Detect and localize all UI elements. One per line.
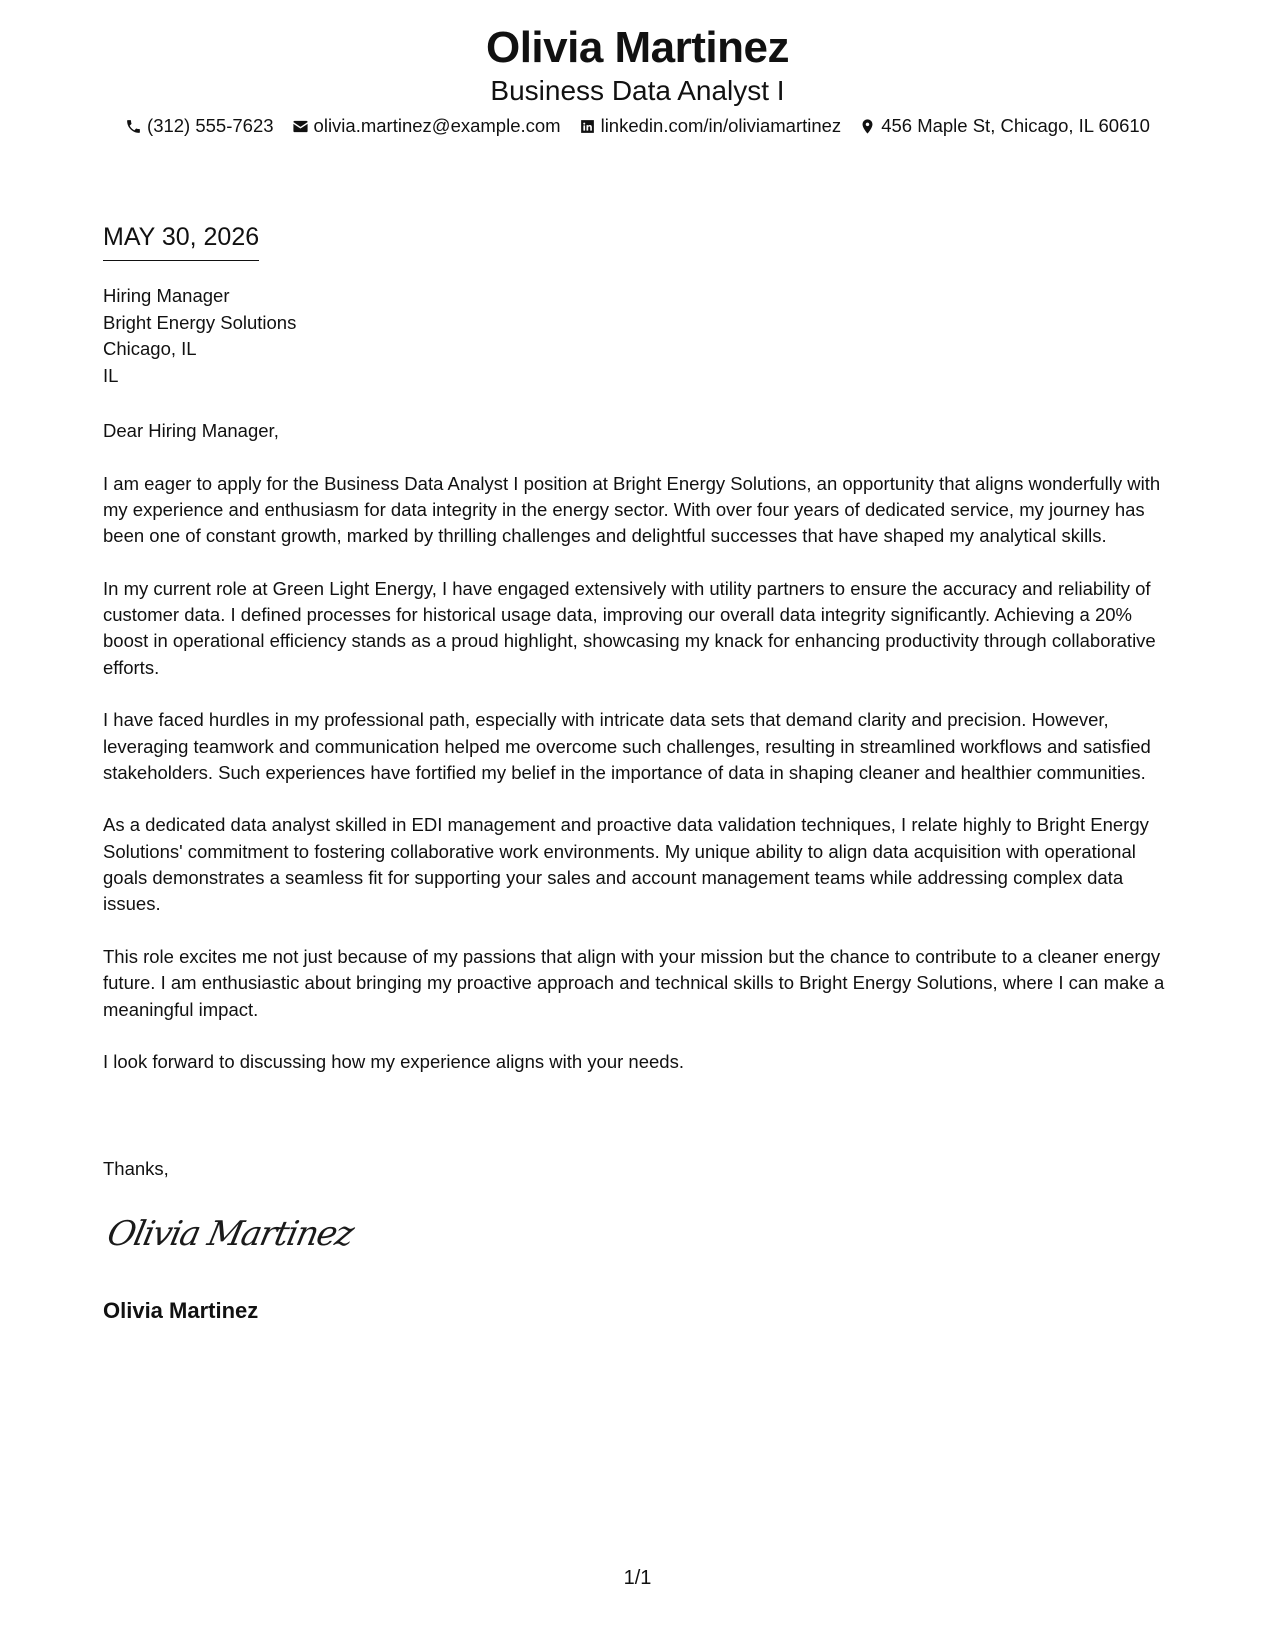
phone-icon: [125, 118, 142, 135]
letter-body: [103, 418, 1175, 1102]
body-paragraph: I am eager to apply for the Business Data Analyst I position at Bright Energy Solutions, an opportunity that aligns wonderfully with my experience and enthusiasm for data integrity in the energy sector. With over four years of dedicated service, my journey has been one of constant growth, marked by thrilling challenges and delightful successes that have shaped my analytical skills.: [103, 472, 1161, 547]
applicant-name: Olivia Martinez: [485, 23, 790, 72]
contact-linkedin[interactable]: [579, 114, 842, 138]
page-number: 1/1: [623, 1567, 652, 1589]
applicant-job-title: Business Data Analyst I: [490, 75, 785, 106]
salutation: Dear Hiring Manager,: [103, 420, 279, 441]
letter-date: MAY 30, 2026: [103, 222, 259, 261]
contact-address-text: 456 Maple St, Chicago, IL 60610: [881, 115, 1150, 136]
letter-header: [0, 22, 1275, 138]
recipient-line: Hiring Manager: [103, 285, 230, 306]
contact-email[interactable]: [292, 114, 561, 138]
contact-linkedin-text: linkedin.com/in/oliviamartinez: [600, 115, 842, 136]
recipient-line: Bright Energy Solutions: [103, 311, 297, 333]
linkedin-icon: [579, 118, 596, 135]
signer-name: Olivia Martinez: [103, 1298, 259, 1323]
body-paragraph: I have faced hurdles in my professional path, especially with intricate data sets that demand clarity and precision. However, leveraging teamwork and communication helped me overcome such challenges, resulting in streamlined workflows and satisfied stakeholders. Such experiences have fortified my belief in the importance of data in shaping cleaner and healthier communities.: [103, 709, 1151, 783]
envelope-icon: [292, 118, 309, 135]
closing: Thanks,: [103, 1158, 169, 1179]
recipient-line: Chicago, IL: [103, 338, 197, 359]
recipient-block: [103, 283, 296, 389]
body-paragraph: This role excites me not just because of my passions that align with your mission but the chance to contribute to a cleaner energy future. I am enthusiastic about bringing my proactive approach and technical skills to Bright Energy Solutions, where I can make a meaningful impact.: [103, 945, 1165, 1020]
contact-phone-text: (312) 555-7623: [147, 115, 274, 136]
contact-address: [859, 114, 1150, 138]
body-paragraph: As a dedicated data analyst skilled in EDI management and proactive data validation techniques, I relate highly to Bright Energy Solutions' commitment to fostering collaborative work environments. My unique ability to align data acquisition with operational goals demonstrates a seamless fit for supporting your sales and account management teams while addressing complex data issues.: [103, 814, 1149, 915]
map-marker-icon: [859, 118, 876, 135]
contact-phone[interactable]: [125, 114, 274, 138]
handwritten-signature: [103, 1210, 368, 1264]
body-paragraph: In my current role at Green Light Energy, I have engaged extensively with utility partners to ensure the accuracy and reliability of customer data. I defined processes for historical usage data, improving our overall data integrity significantly. Achieving a 20% boost in operational efficiency stands as a proud highlight, showcasing my knack for enhancing productivity through collaborative efforts.: [103, 577, 1156, 678]
recipient-line: IL: [103, 364, 119, 386]
signature-text: Olivia Martinez: [103, 1214, 357, 1254]
contact-info-row: [0, 114, 1275, 138]
body-paragraph: I look forward to discussing how my experience aligns with your needs.: [103, 1051, 684, 1073]
contact-email-text: olivia.martinez@example.com: [313, 115, 561, 136]
